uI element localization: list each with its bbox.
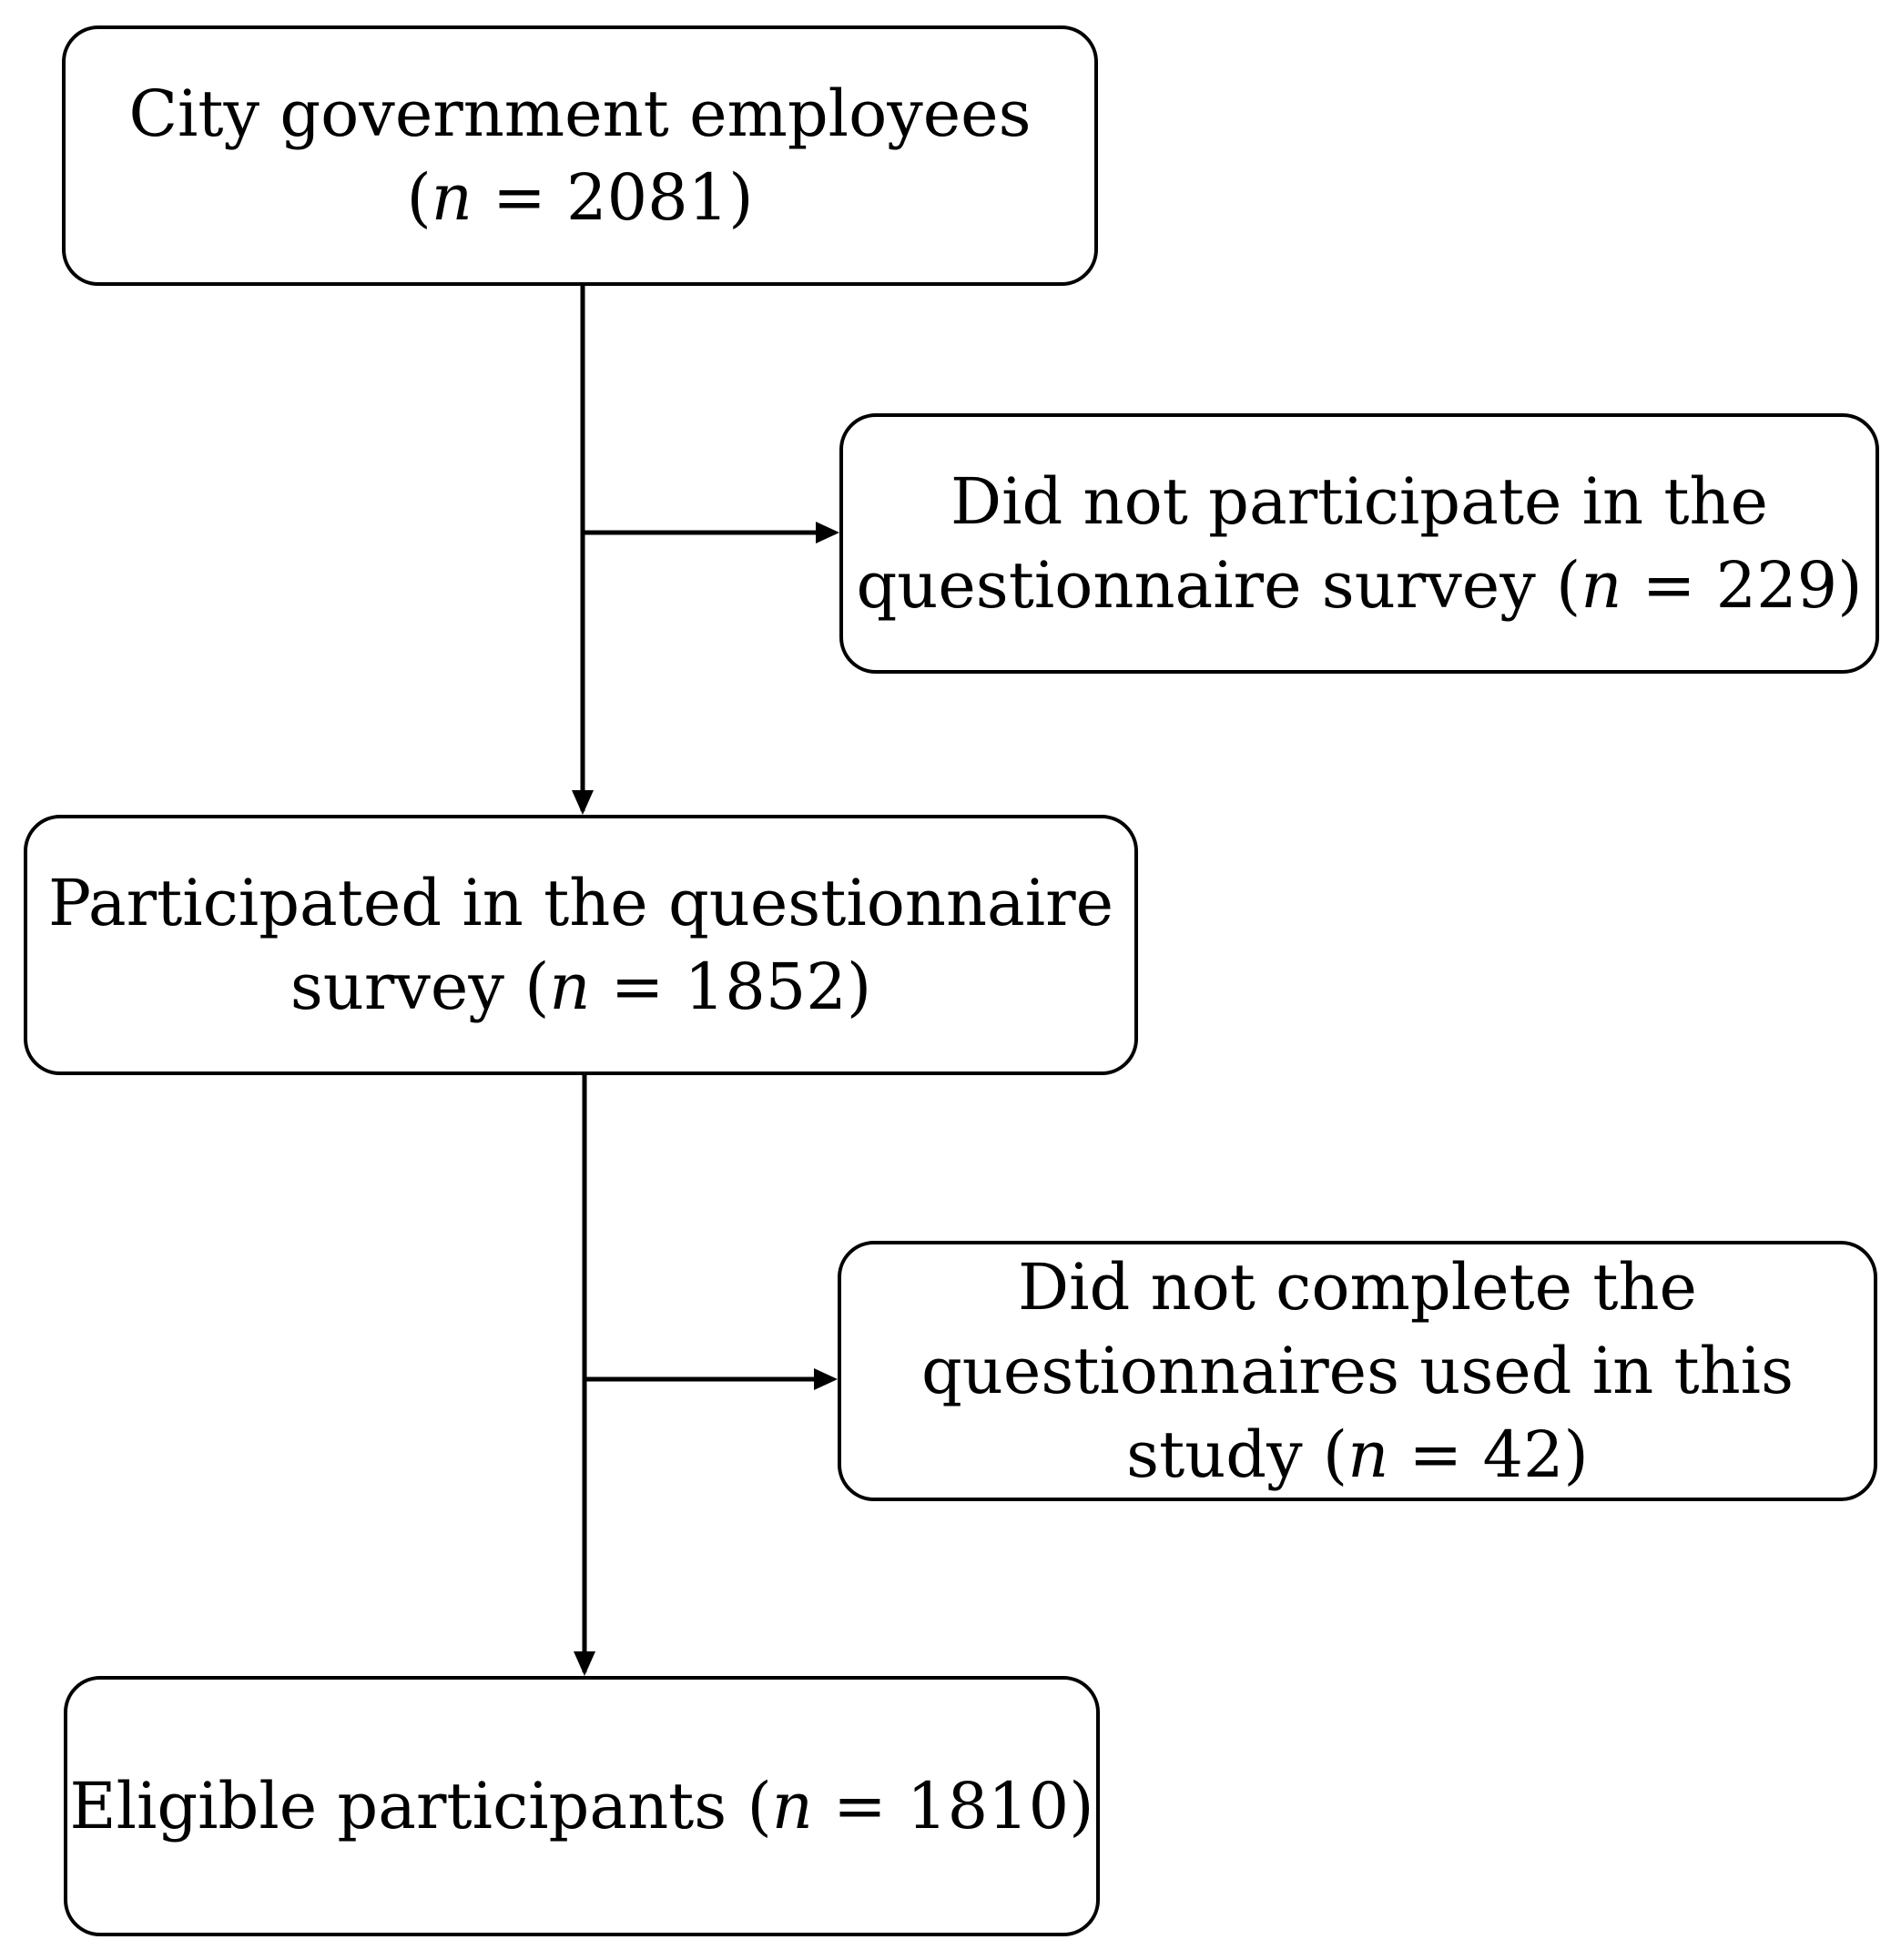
eligible-count-value: = 1810) xyxy=(812,1769,1094,1843)
arrowhead-participated xyxy=(572,790,594,815)
not-completed-label-1: Did not complete the xyxy=(1018,1250,1697,1325)
arrowhead-eligible xyxy=(574,1651,595,1676)
employees-count-prefix: ( xyxy=(406,160,432,235)
participated-count-n: n xyxy=(549,950,591,1024)
box-did-not-participate xyxy=(839,413,1879,674)
not-completed-count-n: n xyxy=(1347,1417,1389,1492)
employees-count-value: = 2081) xyxy=(472,160,754,235)
not-completed-count xyxy=(1126,1413,1589,1497)
box-city-government-employees xyxy=(62,25,1098,286)
not-participated-label: Did not participate in the xyxy=(950,464,1768,539)
not-participated-count-prefix: questionnaire survey ( xyxy=(856,548,1581,623)
employees-count xyxy=(406,156,753,239)
participated-count-prefix: survey ( xyxy=(290,950,550,1024)
not-completed-count-value: = 42) xyxy=(1388,1417,1589,1492)
participated-count-value: = 1852) xyxy=(590,950,872,1024)
box-participated-in-survey xyxy=(24,815,1138,1075)
employees-label: City government employees xyxy=(128,76,1032,151)
participated-count xyxy=(290,945,871,1029)
not-participated-count-value: = 229) xyxy=(1621,548,1863,623)
not-participated-count xyxy=(856,543,1862,627)
eligible-label xyxy=(69,1764,1093,1848)
arrowhead-not-participated xyxy=(816,522,839,543)
not-completed-count-prefix: study ( xyxy=(1126,1417,1348,1492)
not-completed-label-2: questionnaires used in this xyxy=(921,1334,1794,1408)
eligible-count-n: n xyxy=(771,1769,813,1843)
participated-label: Participated in the questionnaire xyxy=(47,866,1114,940)
box-eligible-participants xyxy=(64,1676,1100,1936)
employees-count-n: n xyxy=(431,160,473,235)
box-did-not-complete xyxy=(838,1241,1877,1501)
eligible-label-prefix: Eligible participants ( xyxy=(69,1769,772,1843)
arrowhead-not-completed xyxy=(814,1368,838,1390)
not-participated-count-n: n xyxy=(1581,548,1622,623)
